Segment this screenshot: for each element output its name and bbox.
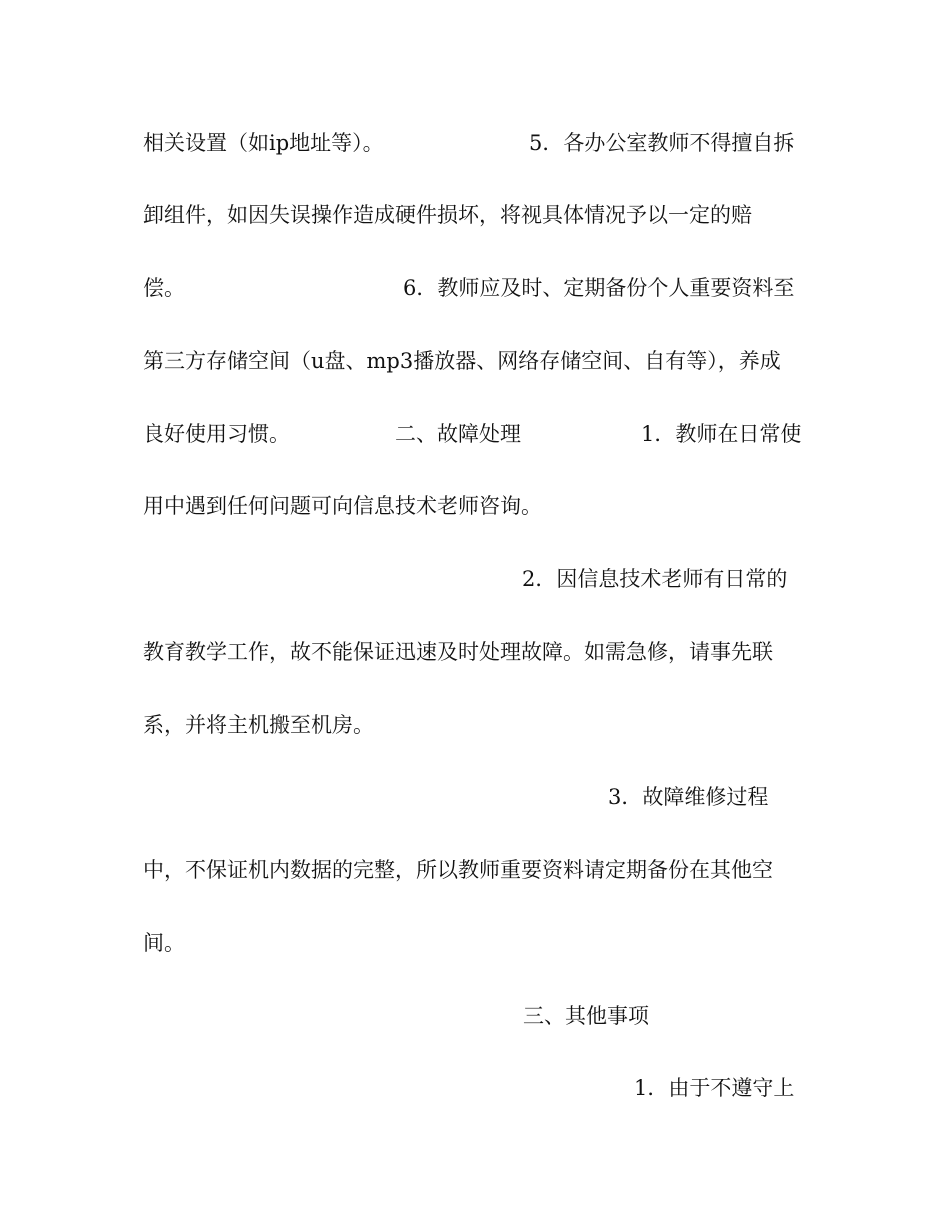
text-segment: 5．各办公室教师不得擅自拆 [529, 131, 795, 155]
text-line [143, 1073, 807, 1103]
text-segment: 良好使用习惯。 [143, 422, 290, 446]
text-line [143, 710, 807, 740]
section-heading: 三、其他事项 [523, 1004, 649, 1028]
text-line [143, 128, 807, 158]
text-segment: 3．故障维修过程 [608, 785, 769, 809]
text-segment: 系，并将主机搬至机房。 [143, 713, 374, 737]
text-segment: 1．教师在日常使 [641, 422, 802, 446]
text-segment: 中，不保证机内数据的完整，所以教师重要资料请定期备份在其他空 [143, 858, 773, 882]
text-segment: 第三方存储空间（u盘、mp3播放器、网络存储空间、自有等），养成 [143, 349, 781, 373]
text-segment: 用中遇到任何问题可向信息技术老师咨询。 [143, 494, 542, 518]
text-line [143, 491, 807, 521]
text-line [143, 637, 807, 667]
text-line [143, 855, 807, 885]
text-segment: 相关设置（如ip地址等）。 [143, 131, 384, 155]
text-line [143, 782, 807, 812]
text-line [143, 419, 807, 449]
text-segment: 偿。 [143, 276, 185, 300]
text-line [143, 564, 807, 594]
section-heading: 二、故障处理 [395, 422, 521, 446]
text-segment: 6．教师应及时、定期备份个人重要资料至 [403, 276, 795, 300]
text-segment: 间。 [143, 931, 185, 955]
text-segment: 1．由于不遵守上 [634, 1076, 795, 1100]
text-segment: 教育教学工作，故不能保证迅速及时处理故障。如需急修，请事先联 [143, 640, 773, 664]
text-line [143, 346, 807, 376]
text-segment: 2．因信息技术老师有日常的 [522, 567, 788, 591]
text-segment: 卸组件，如因失误操作造成硬件损坏，将视具体情况予以一定的赔 [143, 203, 752, 227]
text-line [143, 1001, 807, 1031]
text-line [143, 928, 807, 958]
text-line [143, 200, 807, 230]
text-line [143, 273, 807, 303]
